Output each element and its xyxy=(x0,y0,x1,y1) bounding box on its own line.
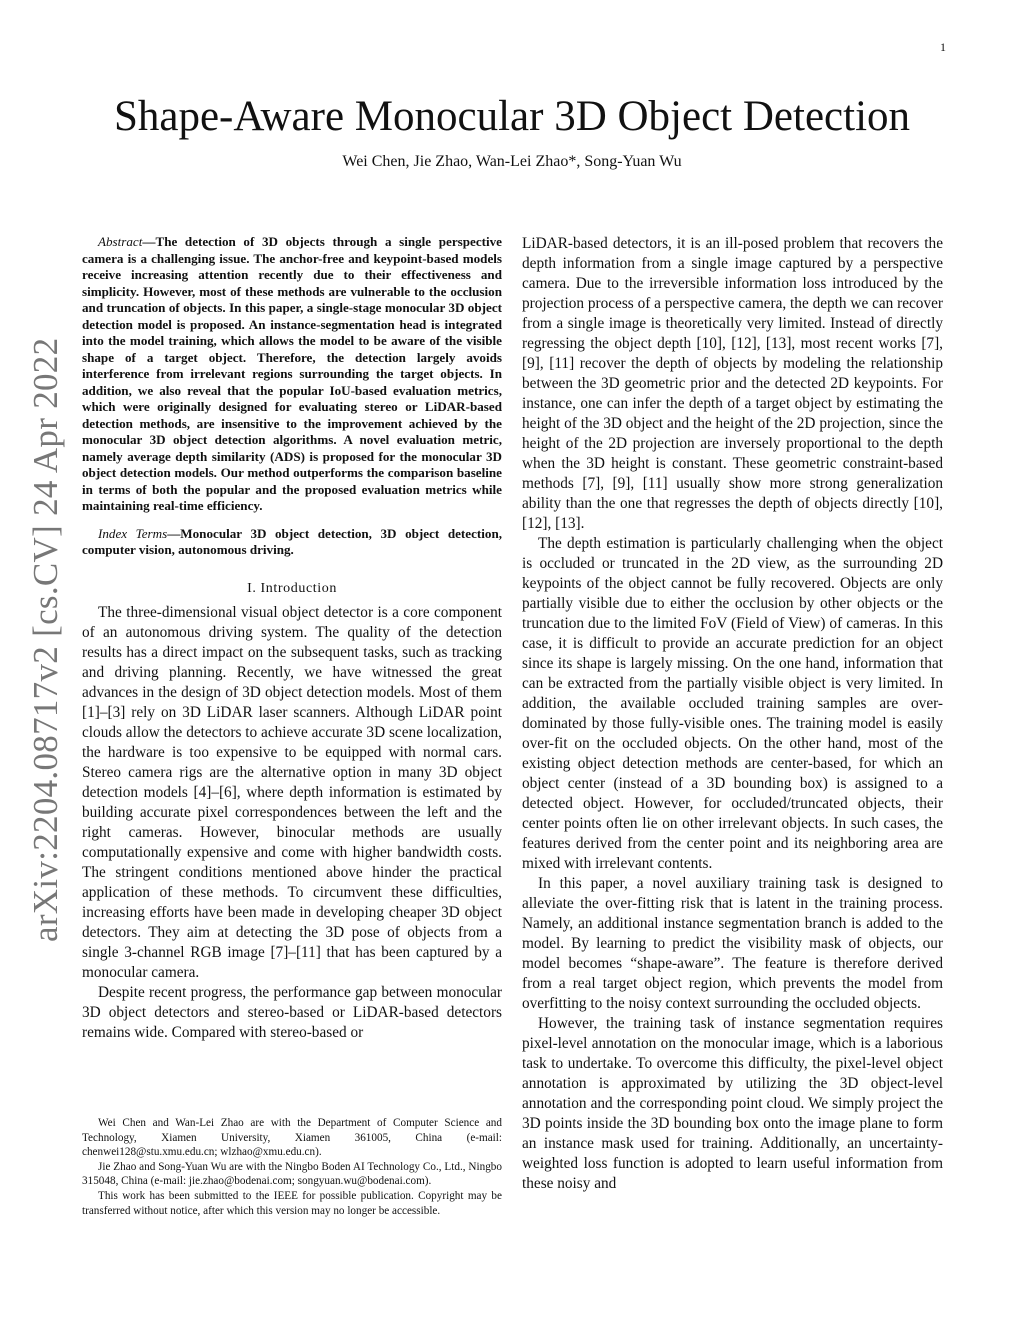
paper-title: Shape-Aware Monocular 3D Object Detection xyxy=(113,93,911,140)
intro-paragraph-4: The depth estimation is particularly challenging when the object is occluded or truncated in the 2D view, as the surrounding 2D keypoints of the object cannot be fully recovered. Objects are only partially visible due to either the occlusion by other objects or the truncation due to the limited FoV (Field of View) of cameras. In this case, it is difficult to provide an accurate prediction for an object since its shape is largely missing. On the one hand, information that can be extracted from the partially visible object is very limited. In addition, the available occluded training samples are over-dominated by those fully-visible ones. The training model is easily over-fit on the occluded objects. On the other hand, most of the existing object detection methods are center-based, for which an object center (instead of a 3D bounding box) is assigned to a detected object. However, for occluded/truncated objects, their center points often lie on other irrelevant objects. In such cases, the features derived from the center point and its neighboring area are mixed with irrelevant contents. xyxy=(522,535,943,872)
index-terms xyxy=(82,526,502,559)
intro-paragraph-6: However, the training task of instance segmentation requires pixel-level annotation on the monocular image, which is a laborious task to undertake. To overcome this difficulty, the pixel-level object annotation is approximated by utilizing the 3D object-level annotation and the corresponding point cloud. We simply project the 3D points inside the 3D bounding box onto the image plane to form an instance mask used for training. Additionally, an uncertainty-weighted loss function is adopted to learn useful information from these noisy and xyxy=(522,1015,943,1192)
intro-paragraph-2: Despite recent progress, the performance gap between monocular 3D object detectors and stereo-based or LiDAR-based detectors remains wide. Compared with stereo-based or xyxy=(82,983,502,1041)
intro-paragraph-1: The three-dimensional visual object detector is a core component of an autonomous driving system. The quality of the detection results has a direct impact on the subsequent tasks, such as tracking and driving planning. Recently, we have witnessed the great advances in the design of 3D object detection models. Most of them [1]–[3] rely on 3D LiDAR laser scanners. Although LiDAR point clouds allow the detectors to achieve accurate 3D scene localization, the hardware is too expensive to be equipped with normal cars. Stereo camera rigs are the alternative option in many 3D object detection models [4]–[6], where depth information is estimated by building accurate pixel correspondences between the left and the right cameras. However, binocular methods are usually computationally expensive and come with higher bandwidth costs. The stringent conditions mentioned above hinder the practical application of these methods. To circumvent these difficulties, increasing efforts have been made in developing cheaper 3D object detectors. They aim at detecting the 3D pose of objects from a single 3-channel RGB image [7]–[11] that has been captured by a monocular camera. xyxy=(82,603,502,981)
abstract-lead: Abstract xyxy=(98,234,143,249)
arxiv-identifier-stamp: arXiv:2204.08717v2 [cs.CV] 24 Apr 2022 xyxy=(26,337,65,942)
section-heading-introduction: I. Introduction xyxy=(247,580,337,596)
abstract xyxy=(82,234,502,515)
footnote-affiliation-2: Jie Zhao and Song-Yuan Wu are with the Ningbo Boden AI Technology Co., Ltd., Ningbo 315048, China (e-mail: jie.zhao@bodenai.com; songyuan.wu@bodenai.com). xyxy=(82,1160,502,1188)
intro-paragraph-3: LiDAR-based detectors, it is an ill-posed problem that recovers the depth information from a single image captured by a perspective camera. Due to the irreversible information loss introduced by the projection process of a perspective camera, the depth we can recover from a single image is theoretically very limited. Instead of directly regressing the object depth [10], [12], [13], most recent works [7], [9], [11] recover the depth of objects by modeling the relationship between the 3D geometric prior and the detected 2D keypoints. For instance, one can infer the depth of a target object by estimating the height of the 3D object and the height of the 2D projection, since the height of the 2D projection are inversely proportional to the depth when the 3D height is constant. These geometric constraint-based methods [7], [9], [11] usually show more strong generalization ability than the one that regresses the depth of objects directly [10], [12], [13]. xyxy=(522,235,943,532)
intro-paragraph-5: In this paper, a novel auxiliary training task is designed to alleviate the over-fitting risk that is latent in the training process. Namely, an additional instance segmentation branch is added to the model. By learning to predict the visibility mask of objects, our model becomes “shape-aware”. The feature is therefore derived from a real target object region, which prevents the model from overfitting to the noisy context surrounding the occluded objects. xyxy=(522,875,943,1012)
footnotes xyxy=(82,1116,502,1218)
footnote-copyright: This work has been submitted to the IEEE for possible publication. Copyright may be transferred without notice, after which this version may no longer be accessible. xyxy=(82,1189,502,1217)
index-terms-text: —Monocular 3D object detection, 3D object detection, computer vision, autonomous driving. xyxy=(82,525,502,557)
author-list: Wei Chen, Jie Zhao, Wan-Lei Zhao*, Song-Yuan Wu xyxy=(342,153,682,170)
page-number: 1 xyxy=(940,40,946,54)
left-column xyxy=(82,234,502,1043)
index-terms-lead: Index Terms xyxy=(98,525,168,541)
abstract-text: —The detection of 3D objects through a single perspective camera is a challenging issue. The anchor-free and keypoint-based models receive increasing attention recently due to their effectiveness and simplicity. However, most of these methods are vulnerable to the occlusion and truncation of objects. In this paper, a single-stage monocular 3D object detection model is proposed. An instance-segmentation head is integrated into the model training, which allows the model to be aware of the visible shape of a target object. Therefore, the detection largely avoids interference from irrelevant regions surrounding the target objects. In addition, we also reveal that the popular IoU-based evaluation metrics, which were originally designed for evaluating stereo or LiDAR-based detection methods, are insensitive to the improvement achieved by the monocular 3D object detection algorithms. A novel evaluation metric, namely average depth similarity (ADS) is proposed for the monocular 3D object detection models. Our method outperforms the comparison baseline in terms of both the popular and the proposed evaluation metrics while maintaining real-time efficiency. xyxy=(82,234,502,513)
right-column xyxy=(522,234,943,1194)
footnote-affiliation-1: Wei Chen and Wan-Lei Zhao are with the Department of Computer Science and Technology, Xiamen University, Xiamen 361005, China (e-mail: chenwei128@stu.xmu.edu.cn; wlzhao@xmu.edu.cn). xyxy=(82,1117,502,1159)
